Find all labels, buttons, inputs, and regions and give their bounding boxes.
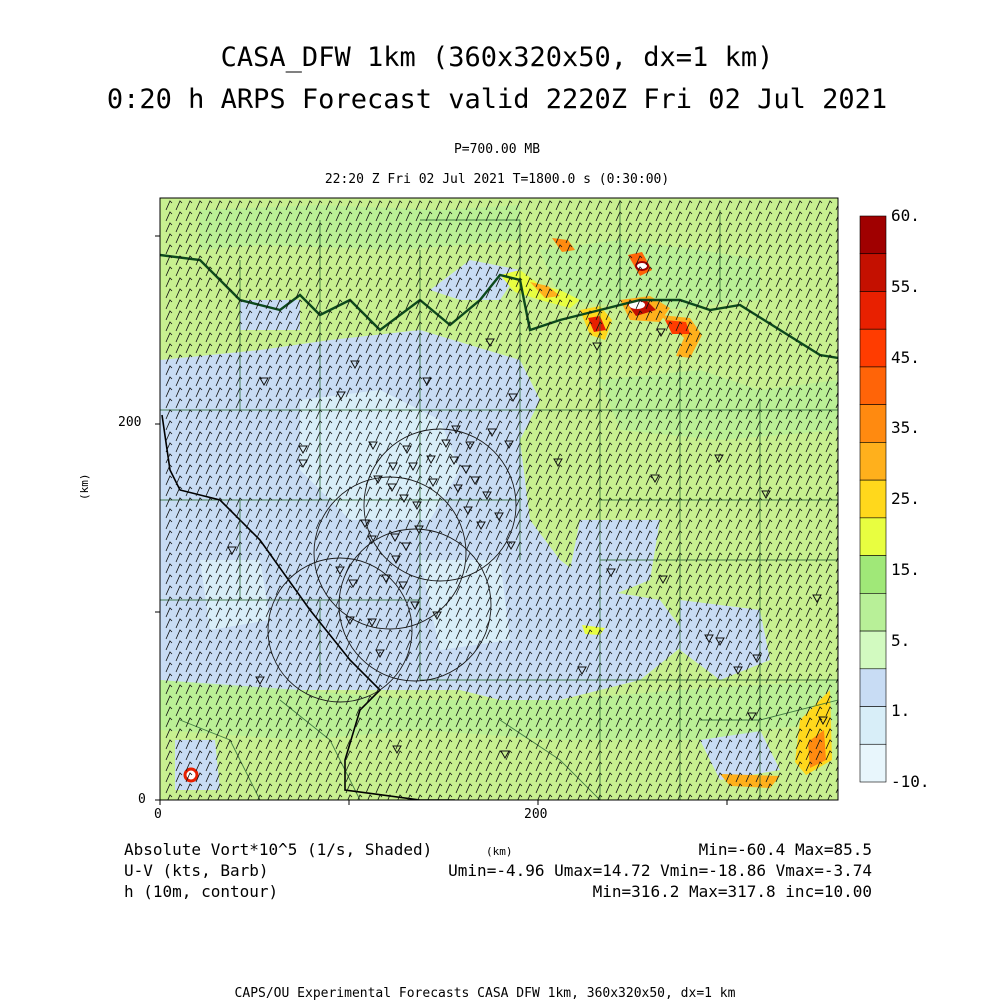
colorbar-swatch — [860, 480, 886, 518]
y-tick-0: 0 — [138, 792, 146, 807]
colorbar-swatch — [860, 216, 886, 254]
y-axis-unit: (km) — [78, 473, 91, 500]
valid-time-line: 22:20 Z Fri 02 Jul 2021 T=1800.0 s (0:30:00) — [324, 172, 670, 187]
colorbar-label: 35. — [891, 418, 920, 438]
field-height-label: h (10m, contour) — [124, 882, 279, 901]
colorbar-swatch — [860, 329, 886, 367]
colorbar-swatch — [860, 291, 886, 329]
colorbar-swatch — [860, 631, 886, 669]
colorbar-label: -10. — [891, 772, 930, 791]
map-title-line2: 0:20 h ARPS Forecast valid 2220Z Fri 02 Jul 2021 — [106, 84, 888, 115]
colorbar-label: 45. — [891, 347, 920, 367]
colorbar-swatch — [860, 405, 886, 443]
colorbar-swatch — [860, 518, 886, 556]
colorbar-label: 5. — [891, 630, 911, 650]
colorbar-label: 1. — [891, 701, 911, 721]
x-tick-200: 200 — [524, 807, 548, 822]
colorbar-swatch — [860, 367, 886, 405]
colorbar-swatch — [860, 707, 886, 745]
y-tick-200: 200 — [118, 415, 142, 430]
colorbar-swatch — [860, 744, 886, 782]
colorbar-swatch — [860, 254, 886, 292]
colorbar-label: 55. — [891, 276, 920, 296]
map-title-line1: CASA_DFW 1km (360x320x50, dx=1 km) — [220, 42, 774, 73]
colorbar-swatch — [860, 556, 886, 594]
pressure-level: P=700.00 MB — [453, 142, 541, 157]
x-axis-unit: (km) — [486, 845, 513, 858]
field-vorticity-label: Absolute Vort*10^5 (1/s, Shaded) — [124, 840, 433, 859]
colorbar-swatch — [860, 593, 886, 631]
wind-stats: Umin=-4.96 Umax=14.72 Vmin=-18.86 Vmax=-3.74 — [448, 861, 872, 880]
x-tick-0: 0 — [154, 807, 162, 822]
colorbar — [860, 216, 886, 782]
vorticity-stats: Min=-60.4 Max=85.5 — [698, 840, 872, 859]
map-plot-area — [160, 198, 842, 804]
colorbar-label: 15. — [891, 559, 920, 579]
height-stats: Min=316.2 Max=317.8 inc=10.00 — [592, 882, 872, 901]
colorbar-label: 60. — [891, 206, 920, 225]
colorbar-label: 25. — [891, 489, 920, 508]
footer-credit: CAPS/OU Experimental Forecasts CASA DFW 1km, 360x320x50, dx=1 km — [234, 986, 736, 1001]
field-wind-label: U-V (kts, Barb) — [124, 861, 269, 880]
colorbar-swatch — [860, 442, 886, 480]
colorbar-swatch — [860, 669, 886, 707]
